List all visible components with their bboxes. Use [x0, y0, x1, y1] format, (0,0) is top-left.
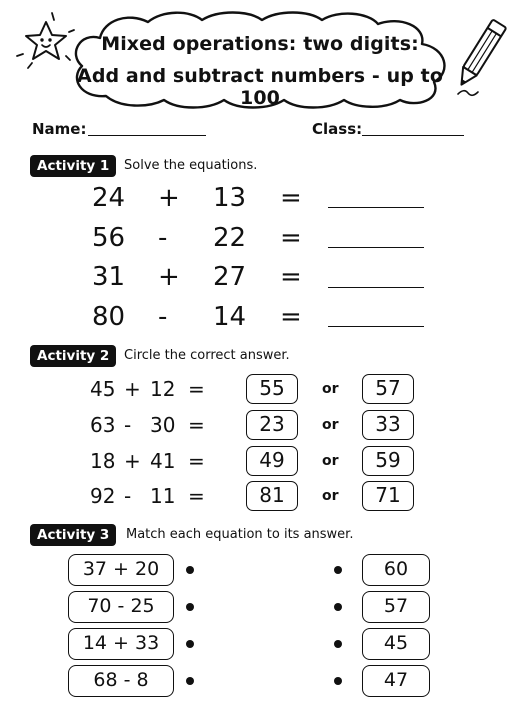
answer-option-1[interactable]: 49: [246, 446, 298, 476]
operand-b: 11: [150, 484, 176, 508]
operator: +: [158, 183, 180, 213]
activity-2-instruction: Circle the correct answer.: [124, 348, 290, 363]
match-equation[interactable]: 68 - 8: [68, 665, 174, 697]
equals-sign: =: [280, 183, 302, 213]
operator: -: [158, 223, 168, 253]
operator: -: [158, 302, 168, 332]
operand-a: 92: [90, 484, 116, 508]
operand-a: 45: [90, 377, 116, 401]
match-dot-right[interactable]: [334, 640, 342, 648]
operand-b: 41: [150, 449, 176, 473]
match-equation[interactable]: 14 + 33: [68, 628, 174, 660]
operand-a: 31: [92, 262, 126, 292]
activity-2-badge: Activity 2: [30, 345, 116, 367]
answer-option-2[interactable]: 33: [362, 410, 414, 440]
match-answer[interactable]: 47: [362, 665, 430, 697]
match-answer[interactable]: 57: [362, 591, 430, 623]
answer-line: [328, 326, 424, 327]
equals-sign: =: [280, 223, 302, 253]
match-dot-left[interactable]: [186, 640, 194, 648]
match-dot-left[interactable]: [186, 566, 194, 574]
operand-b: 22: [213, 223, 247, 253]
class-label: Class:: [312, 120, 363, 138]
answer-option-1[interactable]: 23: [246, 410, 298, 440]
name-label: Name:: [32, 120, 87, 138]
operand-a: 18: [90, 449, 116, 473]
or-label: or: [322, 381, 339, 397]
activity-1-instruction: Solve the equations.: [124, 158, 258, 173]
answer-option-2[interactable]: 57: [362, 374, 414, 404]
operand-b: 27: [213, 262, 247, 292]
equals-sign: =: [188, 449, 205, 473]
or-label: or: [322, 453, 339, 469]
answer-line: [328, 287, 424, 288]
activity-3-badge: Activity 3: [30, 524, 116, 546]
answer-option-2[interactable]: 71: [362, 481, 414, 511]
worksheet-title-line-1: Mixed operations: two digits:: [101, 33, 419, 55]
activity-3-instruction: Match each equation to its answer.: [126, 527, 354, 542]
operand-a: 24: [92, 183, 126, 213]
operand-b: 12: [150, 377, 176, 401]
operand-a: 63: [90, 413, 116, 437]
equals-sign: =: [188, 377, 205, 401]
answer-line: [328, 207, 424, 208]
operator: +: [158, 262, 180, 292]
operand-b: 30: [150, 413, 176, 437]
class-line: [362, 135, 464, 136]
match-equation[interactable]: 37 + 20: [68, 554, 174, 586]
name-line: [88, 135, 206, 136]
or-label: or: [322, 488, 339, 504]
match-dot-left[interactable]: [186, 603, 194, 611]
match-equation[interactable]: 70 - 25: [68, 591, 174, 623]
answer-option-1[interactable]: 55: [246, 374, 298, 404]
operator: -: [124, 484, 132, 508]
operator: +: [124, 449, 141, 473]
answer-option-2[interactable]: 59: [362, 446, 414, 476]
match-answer[interactable]: 60: [362, 554, 430, 586]
match-dot-right[interactable]: [334, 603, 342, 611]
pencil-icon: [452, 12, 508, 98]
worksheet-title-line-2: Add and subtract numbers - up to 100: [77, 65, 443, 109]
equals-sign: =: [280, 262, 302, 292]
match-dot-right[interactable]: [334, 566, 342, 574]
match-dot-left[interactable]: [186, 677, 194, 685]
operand-a: 56: [92, 223, 126, 253]
operator: -: [124, 413, 132, 437]
operand-b: 14: [213, 302, 247, 332]
answer-line: [328, 247, 424, 248]
activity-1-badge: Activity 1: [30, 155, 116, 177]
equals-sign: =: [280, 302, 302, 332]
match-dot-right[interactable]: [334, 677, 342, 685]
match-answer[interactable]: 45: [362, 628, 430, 660]
operand-b: 13: [213, 183, 247, 213]
or-label: or: [322, 417, 339, 433]
equals-sign: =: [188, 413, 205, 437]
answer-option-1[interactable]: 81: [246, 481, 298, 511]
operand-a: 80: [92, 302, 126, 332]
equals-sign: =: [188, 484, 205, 508]
operator: +: [124, 377, 141, 401]
